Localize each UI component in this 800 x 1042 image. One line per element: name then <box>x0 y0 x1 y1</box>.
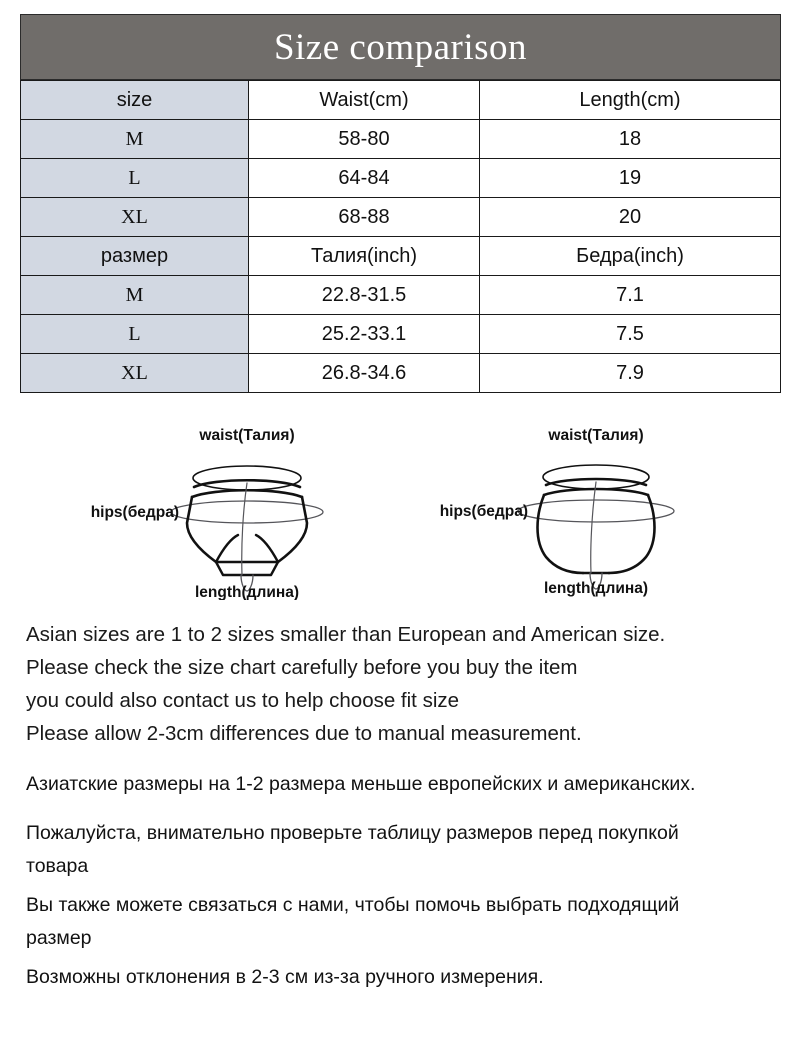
table-row <box>21 120 781 159</box>
note-line: Please check the size chart carefully before you buy the item <box>26 656 578 679</box>
cell-waist: 64-84 <box>249 159 480 198</box>
cell-size: L <box>21 159 249 198</box>
size-table <box>20 80 781 393</box>
boyshorts-hips-label: hips(бедра) <box>439 503 528 520</box>
column-header-length-cm: Length(cm) <box>480 81 781 120</box>
boyshorts-waist-label: waist(Талия) <box>548 427 644 444</box>
briefs-length-label: length(длина) <box>194 584 300 600</box>
measurement-diagrams <box>0 415 800 600</box>
column-header-hips-inch: Бедра(inch) <box>480 237 781 276</box>
cell-size: L <box>21 315 249 354</box>
note-line: Asian sizes are 1 to 2 sizes smaller than European and American size. <box>26 623 666 646</box>
cell-length: 20 <box>480 198 781 237</box>
cell-size: XL <box>21 198 249 237</box>
table-row <box>21 198 781 237</box>
note-paragraph: Пожалуйста, внимательно проверьте таблицу размеров перед покупкой <box>26 822 679 844</box>
cell-waist: 22.8-31.5 <box>249 276 480 315</box>
cell-length: 18 <box>480 120 781 159</box>
table-header-row-imperial <box>21 237 781 276</box>
briefs-diagram <box>75 415 415 600</box>
russian-notes <box>26 768 786 994</box>
cell-hips: 7.9 <box>480 354 781 393</box>
size-comparison-table-block <box>20 14 781 393</box>
cell-size: M <box>21 120 249 159</box>
column-header-size: size <box>21 81 249 120</box>
note-paragraph: Азиатские размеры на 1-2 размера меньше европейских и американских. <box>26 773 696 795</box>
cell-size: XL <box>21 354 249 393</box>
column-header-razmer: размер <box>21 237 249 276</box>
note-paragraph: Возможны отклонения в 2-3 см из-за ручного измерения. <box>26 966 544 988</box>
cell-hips: 7.1 <box>480 276 781 315</box>
column-header-waist-cm: Waist(cm) <box>249 81 480 120</box>
boyshorts-diagram <box>420 415 760 600</box>
english-notes <box>26 618 776 750</box>
table-header-row-metric <box>21 81 781 120</box>
table-row <box>21 276 781 315</box>
cell-waist: 26.8-34.6 <box>249 354 480 393</box>
cell-waist: 25.2-33.1 <box>249 315 480 354</box>
note-paragraph: товара <box>26 855 89 877</box>
boyshorts-length-label: length(длина) <box>543 580 649 597</box>
note-line: Please allow 2-3cm differences due to manual measurement. <box>26 722 582 745</box>
note-line: you could also contact us to help choose fit size <box>26 689 460 712</box>
cell-length: 19 <box>480 159 781 198</box>
cell-waist: 58-80 <box>249 120 480 159</box>
table-title-bar <box>20 14 781 80</box>
briefs-waist-label: waist(Талия) <box>199 427 295 444</box>
page-title: Size comparison <box>273 26 528 68</box>
note-paragraph: размер <box>26 927 92 949</box>
cell-waist: 68-88 <box>249 198 480 237</box>
briefs-hips-label: hips(бедра) <box>90 504 179 521</box>
cell-hips: 7.5 <box>480 315 781 354</box>
table-row <box>21 315 781 354</box>
cell-size: M <box>21 276 249 315</box>
column-header-waist-inch: Талия(inch) <box>249 237 480 276</box>
note-paragraph: Вы также можете связаться с нами, чтобы помочь выбрать подходящий <box>26 894 680 916</box>
table-row <box>21 354 781 393</box>
table-row <box>21 159 781 198</box>
